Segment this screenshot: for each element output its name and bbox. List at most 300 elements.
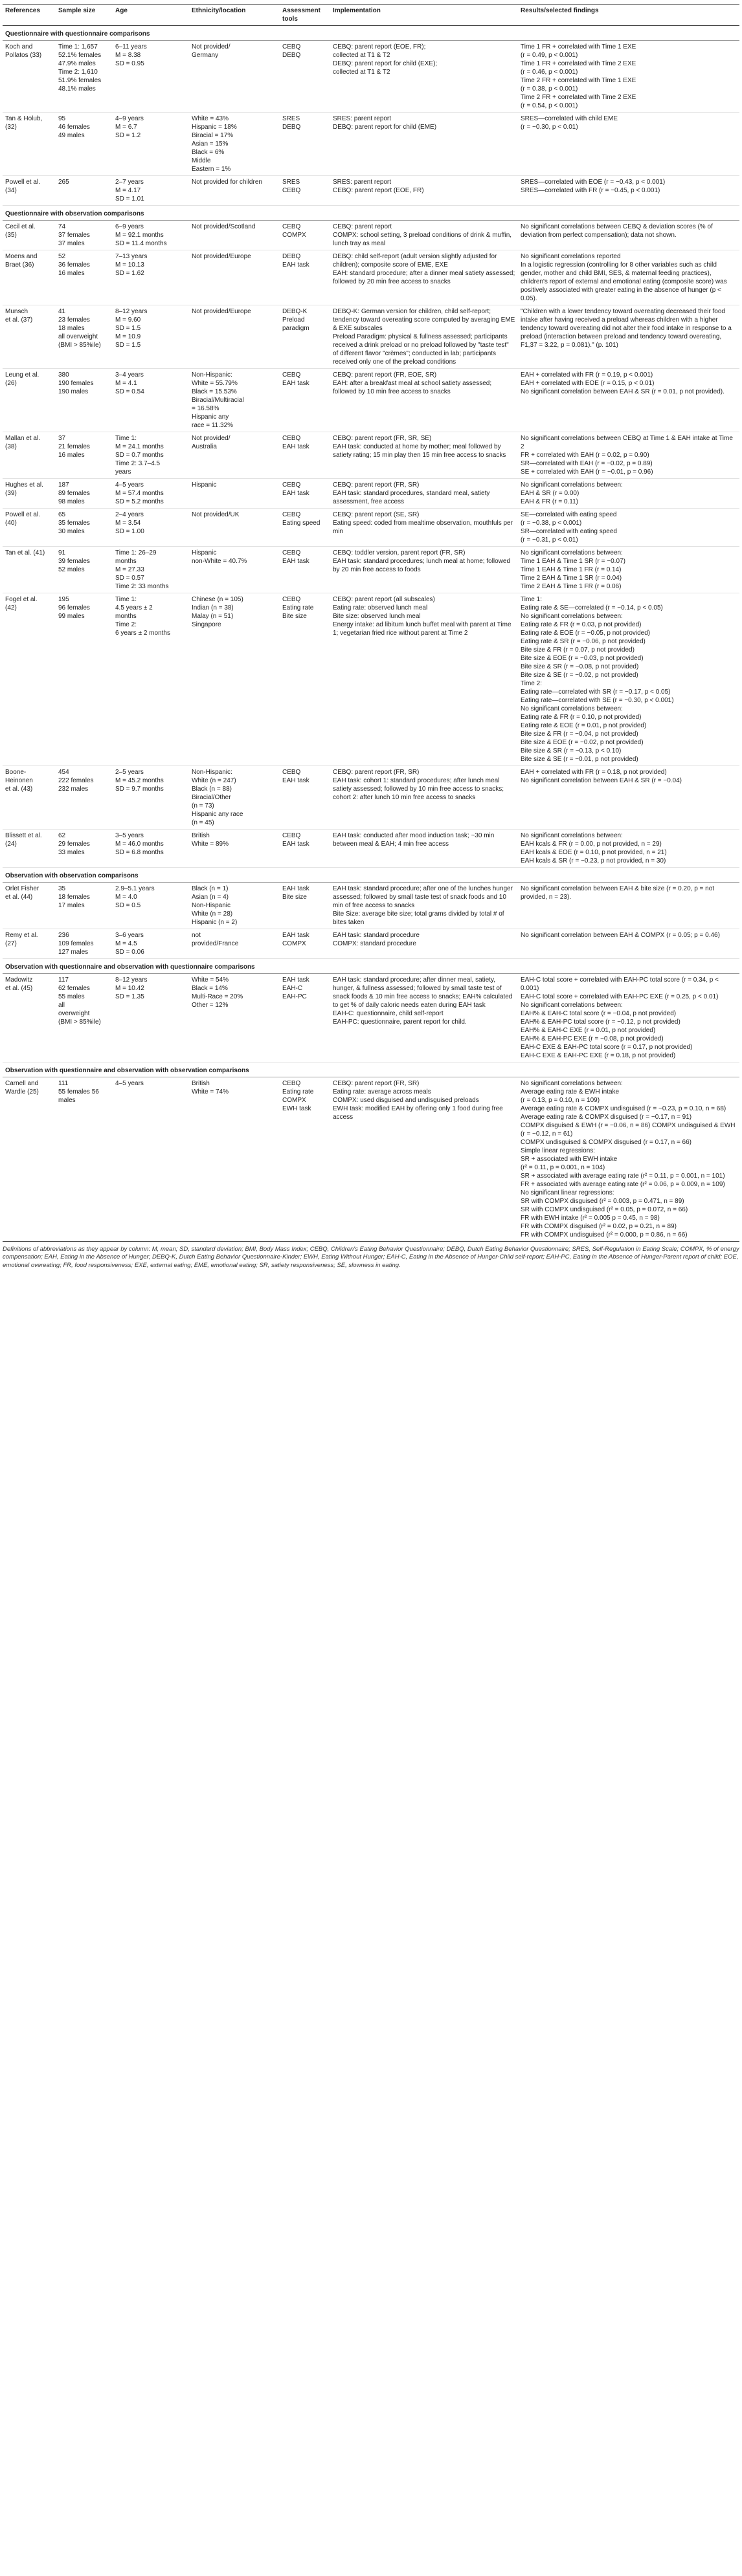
cell-line: SD = 1.01 [115,195,144,203]
cell-line: Other = 12% [192,1002,229,1009]
cell-line: M = 27.33 [115,566,144,573]
cell-line: EAH-PC: questionnaire, parent report for child. [333,1018,467,1026]
age-cell [113,1077,189,1242]
cell-line: EAH task [282,380,309,387]
sample-size-cell [56,250,113,305]
cell-line: 95 [58,115,66,122]
cell-line: EAH task [282,976,309,984]
age-cell [113,176,189,206]
cell-line: Bite size: observed lunch meal [333,613,421,620]
cell-line: Not provided/Scotland [192,223,256,230]
cell-line: 18 males [58,325,85,332]
cell-line: Hughes et al. [5,481,43,489]
cell-line: 8–12 years [115,308,148,315]
cell-line: (35) [5,232,17,239]
cell-line: M = 6.7 [115,124,137,131]
cell-line: all overweight [58,333,98,340]
cell-line: years [115,468,131,476]
results-cell [518,883,739,929]
cell-line: (r = 0.13, p = 0.10, n = 109) [521,1097,600,1104]
section-header-row [3,206,739,221]
cell-line: Eating rate & EOE (r = 0.01, p not provided) [521,722,647,729]
cell-line: 109 females [58,940,94,947]
table-row [3,883,739,929]
sample-size-cell [56,479,113,509]
cell-line: SD = 0.7 months [115,452,164,459]
cell-line: (r = 0.54, p < 0.001) [521,102,578,109]
cell-line: SR + associated with EWH intake [521,1156,618,1163]
cell-line: M = 8.38 [115,52,141,59]
implementation-cell [330,369,518,432]
cell-line: M = 24.1 months [115,443,164,450]
cell-line: No significant correlations between: [521,1080,623,1087]
cell-line: EAH-C EXE & EAH-PC EXE (r = 0.18, p not provided) [521,1052,676,1059]
assessment-tools-cell [280,176,330,206]
cell-line: (r = −0.30, p < 0.01) [521,124,578,131]
cell-line: EAH task: conducted after mood induction task; ~30 min between meal & EAH; 4 min free access [333,832,495,848]
cell-line: DEBQ: parent report for child (EXE); [333,60,438,67]
assessment-tools-cell [280,766,330,830]
cell-line: Indian (n = 38) [192,604,234,611]
cell-line: collected at T1 & T2 [333,69,390,76]
cell-line: Black = 6% [192,149,225,156]
cell-line: Eating speed: coded from mealtime observation, mouthfuls per min [333,520,513,535]
cell-line: Orlet Fisher [5,885,39,892]
cell-line: Not provided for children [192,179,262,186]
cell-line: Remy et al. [5,932,38,939]
table-row [3,221,739,250]
assessment-tools-cell [280,509,330,547]
cell-line: CEBQ [282,549,301,556]
cell-line: M = 10.9 [115,333,141,340]
cell-line: 222 females [58,777,94,784]
cell-line: M = 4.1 [115,380,137,387]
cell-line: Preload paradigm [282,316,309,332]
references-cell [3,883,56,929]
table-row [3,547,739,593]
cell-line: (r = 0.49, p < 0.001) [521,52,578,59]
age-cell [113,547,189,593]
cell-line: DEBQ [282,124,301,131]
table-row [3,509,739,547]
cell-line: CEBQ: parent report (EOE, FR) [333,187,424,194]
cell-line: EAH task [282,443,309,450]
cell-line: COMPX disguised & EWH (r = −0.06, n = 86) COMPX undisguised & EWH [521,1122,736,1129]
cell-line: SD = 0.95 [115,60,144,67]
cell-line: CEBQ: parent report (FR, SR) [333,481,420,489]
cell-line: 16 males [58,452,85,459]
cell-line: M = 4.0 [115,894,137,901]
cell-line: No significant correlations between CEBQ at Time 1 & EAH intake at Time 2 [521,435,733,450]
cell-line: COMPX [282,1097,306,1104]
cell-line: Bite size & EOE (r = −0.03, p not provided) [521,655,644,662]
implementation-cell [330,830,518,868]
cell-line: 21 females [58,443,90,450]
cell-line: 6 years ± 2 months [115,630,170,637]
implementation-cell [330,547,518,593]
cell-line: 18 females [58,894,90,901]
cell-line: SR—correlated with EAH (r = −0.02, p = 0.89) [521,460,653,467]
results-cell [518,509,739,547]
results-cell [518,547,739,593]
cell-line: Time 2 EAH & Time 1 SR (r = 0.04) [521,575,622,582]
cell-line: COMPX undisguised & COMPX disguised (r = 0.17, n = 66) [521,1139,692,1146]
cell-line: SD = 0.57 [115,575,144,582]
cell-line: M = 4.17 [115,187,141,194]
cell-line: SD = 1.00 [115,528,144,535]
cell-line: Bite size & FR (r = −0.04, p not provided) [521,731,638,738]
cell-line: Not provided/ [192,435,230,442]
cell-line: provided/France [192,940,239,947]
results-cell [518,929,739,959]
assessment-tools-cell [280,883,330,929]
cell-line: 55 females 56 [58,1088,99,1095]
cell-line: 4–9 years [115,115,144,122]
table-row [3,305,739,369]
cell-line: SE + correlated with EAH (r = −0.01, p = 0.96) [521,468,653,476]
cell-line: Biracial/Other [192,794,231,801]
cell-line: No significant linear regressions: [521,1189,614,1196]
cell-line: SRES: parent report [333,179,392,186]
cell-line: 16 males [58,270,85,277]
section-title: Observation with questionnaire and observation with questionnaire comparisons [3,959,739,974]
cell-line: Time 2 EAH & Time 1 FR (r = 0.06) [521,583,622,590]
cell-line: (42) [5,604,17,611]
implementation-cell [330,1077,518,1242]
cell-line: EAH & FR (r = 0.11) [521,498,579,505]
cell-line: Non-Hispanic [192,902,231,909]
table-row [3,41,739,113]
cell-line: (r = −0.38, p < 0.001) [521,520,582,527]
assessment-tools-cell [280,41,330,113]
implementation-cell [330,479,518,509]
cell-line: Bite size & SR (r = −0.13, p < 0.10) [521,747,622,754]
implementation-cell [330,974,518,1062]
cell-line: SD = 1.5 [115,342,141,349]
cell-line: EAH & SR (r = 0.00) [521,490,579,497]
cell-line: 195 [58,596,69,603]
cell-line: 48.1% males [58,85,96,93]
cell-line: CEBQ [282,371,301,379]
cell-line: 41 [58,308,66,315]
cell-line: Time 2: [115,621,137,628]
cell-line: Time 2: [521,680,542,687]
ethnicity-cell [189,176,280,206]
sample-size-cell [56,509,113,547]
implementation-cell [330,766,518,830]
cell-line: FR with COMPX disguised (r² = 0.02, p = 0.21, n = 89) [521,1223,677,1230]
cell-line: 8–12 years [115,976,148,984]
section-header-row [3,868,739,883]
cell-line: EAH% & EAH-PC EXE (r = −0.08, p not provided) [521,1035,664,1042]
cell-line: Non-Hispanic: [192,769,232,776]
cell-line: No significant correlations between: [521,1002,623,1009]
cell-line: Eating rate—correlated with SR (r = −0.17, p < 0.05) [521,688,671,696]
assessment-tools-cell [280,593,330,766]
cell-line: British [192,1080,210,1087]
table-row [3,593,739,766]
cell-line: Time 1: 1,657 [58,43,98,50]
results-cell [518,479,739,509]
cell-line: SRES—correlated with EOE (r = −0.43, p < 0.001) [521,179,666,186]
references-cell [3,305,56,369]
age-cell [113,41,189,113]
cell-line: White = 55.79% [192,380,238,387]
cell-line: Black (n = 1) [192,885,229,892]
cell-line: Hispanic [192,549,217,556]
cell-line: 49 males [58,132,85,139]
references-cell [3,547,56,593]
age-cell [113,305,189,369]
cell-line: (26) [5,380,17,387]
table-row [3,250,739,305]
cell-line: Time 1: 26–29 [115,549,157,556]
cell-line: 74 [58,223,66,230]
cell-line: Hispanic [192,481,217,489]
cell-line: 127 males [58,949,89,956]
cell-line: 187 [58,481,69,489]
references-cell [3,974,56,1062]
cell-line: Tan et al. (41) [5,549,45,556]
cell-line: Simple linear regressions: [521,1147,596,1154]
assessment-tools-cell [280,250,330,305]
cell-line: Carnell and [5,1080,39,1087]
results-cell [518,766,739,830]
age-cell [113,593,189,766]
cell-line: Time 2: 3.7–4.5 [115,460,161,467]
results-cell [518,1077,739,1242]
references-cell [3,766,56,830]
cell-line: Braet (36) [5,261,34,269]
cell-line: SD = 6.8 months [115,849,164,856]
cell-line: Heinonen [5,777,33,784]
cell-line: (24) [5,841,17,848]
cell-line: Pollatos (33) [5,52,42,59]
cell-line: Eating rate—correlated with SE (r = −0.30, p < 0.001) [521,697,674,704]
cell-line: months [115,558,137,565]
results-cell [518,830,739,868]
cell-line: (r = −0.31, p < 0.01) [521,536,578,544]
ethnicity-cell [189,41,280,113]
cell-line: CEBQ: parent report [333,223,392,230]
age-cell [113,974,189,1062]
cell-line: EAH: standard procedure; after a dinner meal satiety assessed; followed by 20 min free access to snacks [333,270,515,285]
section-title: Questionnaire with questionnaire comparisons [3,26,739,41]
cell-line: Fogel et al. [5,596,38,603]
cell-line: 65 [58,511,66,518]
cell-line: 52 [58,253,66,260]
cell-line: No significant correlation between EAH & COMPX (r = 0.05; p = 0.46) [521,932,720,939]
cell-line: Eating rate [282,1088,314,1095]
cell-line: 4–5 years [115,1080,144,1087]
ethnicity-cell [189,221,280,250]
column-header: References [3,5,56,26]
section-title: Questionnaire with observation comparisons [3,206,739,221]
cell-line: EAH: after a breakfast meal at school satiety assessed; followed by 10 min free access to snacks [333,380,492,395]
cell-line: CEBQ [282,511,301,518]
cell-line: SRES—correlated with FR (r = −0.45, p < 0.001) [521,187,660,194]
cell-line: No significant correlations between: [521,481,623,489]
assessment-tools-cell [280,974,330,1062]
cell-line: Average eating rate & COMPX disguised (r = −0.17, n = 91) [521,1114,692,1121]
cell-line: 117 [58,976,69,984]
cell-line: M = 4.5 [115,940,137,947]
cell-line: Blissett et al. [5,832,42,839]
cell-line: EWH task: modified EAH by offering only 1 food during free access [333,1105,503,1121]
cell-line: Asian (n = 4) [192,894,229,901]
cell-line: Hispanic any [192,413,229,421]
cell-line: 52 males [58,566,85,573]
cell-line: Germany [192,52,219,59]
cell-line: COMPX: used disguised and undisguised preloads [333,1097,479,1104]
cell-line: Chinese (n = 105) [192,596,243,603]
cell-line: 99 males [58,613,85,620]
results-cell [518,41,739,113]
results-cell [518,113,739,176]
cell-line: Bite size [282,613,307,620]
column-header: Ethnicity/location [189,5,280,26]
table-row [3,766,739,830]
cell-line: CEBQ: parent report (all subscales) [333,596,435,603]
cell-line: 23 females [58,316,90,324]
cell-line: EAH-C: questionnaire, child self-report [333,1010,444,1017]
cell-line: SD = 1.2 [115,132,141,139]
cell-line: COMPX: standard procedure [333,940,416,947]
cell-line: EAH% & EAH-C EXE (r = 0.01, p not provided) [521,1027,656,1034]
cell-line: In a logistic regression (controlling for 8 other variables such as child gender, mother and child BMI, SES, & maternal feeding practices), children's report of external and emotional eating (composite score) was positively associated with greater eating in the absence of hunger (p < 0.05). [521,261,727,302]
results-cell [518,593,739,766]
cell-line: EAH% & EAH-C total score (r = −0.04, p not provided) [521,1010,677,1017]
cell-line: SRES—correlated with child EME [521,115,618,122]
cell-line: Bite size [282,894,307,901]
section-header-row [3,26,739,41]
cell-line: Eating rate & SE—correlated (r = −0.14, p < 0.05) [521,604,663,611]
implementation-cell [330,41,518,113]
cell-line: 2–5 years [115,769,144,776]
age-cell [113,509,189,547]
cell-line: 39 females [58,558,90,565]
cell-line: EWH task [282,1105,311,1112]
ethnicity-cell [189,830,280,868]
table-row [3,432,739,479]
cell-line: Hispanic = 18% [192,124,237,131]
cell-line: 380 [58,371,69,379]
cell-line: Eating rate & FR (r = 0.10, p not provided) [521,714,642,721]
cell-line: Singapore [192,621,221,628]
cell-line: 37 females [58,232,90,239]
references-cell [3,593,56,766]
assessment-tools-cell [280,547,330,593]
cell-line: Multi-Race = 20% [192,993,243,1000]
cell-line: Moens and [5,253,38,260]
cell-line: 98 males [58,498,85,505]
cell-line: (27) [5,940,17,947]
cell-line: = 16.58% [192,405,219,412]
cell-line: M = 46.0 months [115,841,164,848]
cell-line: 96 females [58,604,90,611]
cell-line: 35 [58,885,66,892]
age-cell [113,479,189,509]
cell-line: EAH-C EXE & EAH-PC total score (r = 0.17, p not provided) [521,1044,693,1051]
references-cell [3,369,56,432]
implementation-cell [330,176,518,206]
cell-line: Hispanic any race [192,811,243,818]
cell-line: Average eating rate & COMPX undisguised (r = −0.23, p = 0.10, n = 68) [521,1105,726,1112]
ethnicity-cell [189,547,280,593]
cell-line: CEBQ: parent report (EOE, FR); [333,43,426,50]
results-cell [518,176,739,206]
sample-size-cell [56,1077,113,1242]
assessment-tools-cell [280,929,330,959]
cell-line: SR—correlated with eating speed [521,528,617,535]
cell-line: overweight [58,1010,90,1017]
cell-line: SD = 11.4 months [115,240,167,247]
ethnicity-cell [189,369,280,432]
sample-size-cell [56,369,113,432]
cell-line: Not provided/ [192,43,230,50]
cell-line: 55 males [58,993,85,1000]
table-row [3,974,739,1062]
cell-line: Middle [192,157,211,164]
table-body [3,26,739,1242]
table-row [3,830,739,868]
references-cell [3,509,56,547]
cell-line: M = 92.1 months [115,232,164,239]
cell-line: No significant correlations reported [521,253,621,260]
cell-line: SR + associated with average eating rate (r² = 0.11, p = 0.001, n = 101) [521,1172,725,1180]
ethnicity-cell [189,766,280,830]
results-cell [518,305,739,369]
references-cell [3,479,56,509]
cell-line: (38) [5,443,17,450]
cell-line: Time 1 EAH & Time 1 FR (r = 0.14) [521,566,622,573]
cell-line: CEBQ [282,43,301,50]
cell-line: Bite Size: average bite size; total grams divided by total # of bites taken [333,910,504,926]
cell-line: (BMI > 85%ile) [58,1018,101,1026]
cell-line: White = 89% [192,841,229,848]
assessment-tools-cell [280,113,330,176]
cell-line: collected at T1 & T2 [333,52,390,59]
cell-line: Time 2 FR + correlated with Time 1 EXE [521,77,636,84]
age-cell [113,929,189,959]
references-cell [3,41,56,113]
cell-line: 3–4 years [115,371,144,379]
cell-line: White = 74% [192,1088,229,1095]
cell-line: 46 females [58,124,90,131]
cell-line: EAH task [282,885,309,892]
ethnicity-cell [189,509,280,547]
cell-line: 7–13 years [115,253,148,260]
cell-line: 37 [58,435,66,442]
cell-line: Bite size & EOE (r = −0.02, p not provided) [521,739,644,746]
table-row [3,929,739,959]
implementation-cell [330,305,518,369]
cell-line: males [58,1097,76,1104]
assessment-tools-cell [280,305,330,369]
cell-line: months [115,613,137,620]
header-row [3,5,739,26]
age-cell [113,221,189,250]
ethnicity-cell [189,113,280,176]
cell-line: CEBQ [282,435,301,442]
cell-line: 2–4 years [115,511,144,518]
cell-line: EAH task: standard procedure; after dinner meal, satiety, hunger, & fullness assessed; followed by small taste test of snack foods & 10 min free access to snacks; EAH% calculated to get % of daily caloric needs eaten during EAH task [333,976,513,1009]
cell-line: SD = 1.5 [115,325,141,332]
studies-table [3,4,739,1242]
cell-line: CEBQ [282,769,301,776]
cell-line: CEBQ [282,223,301,230]
cell-line: 236 [58,932,69,939]
